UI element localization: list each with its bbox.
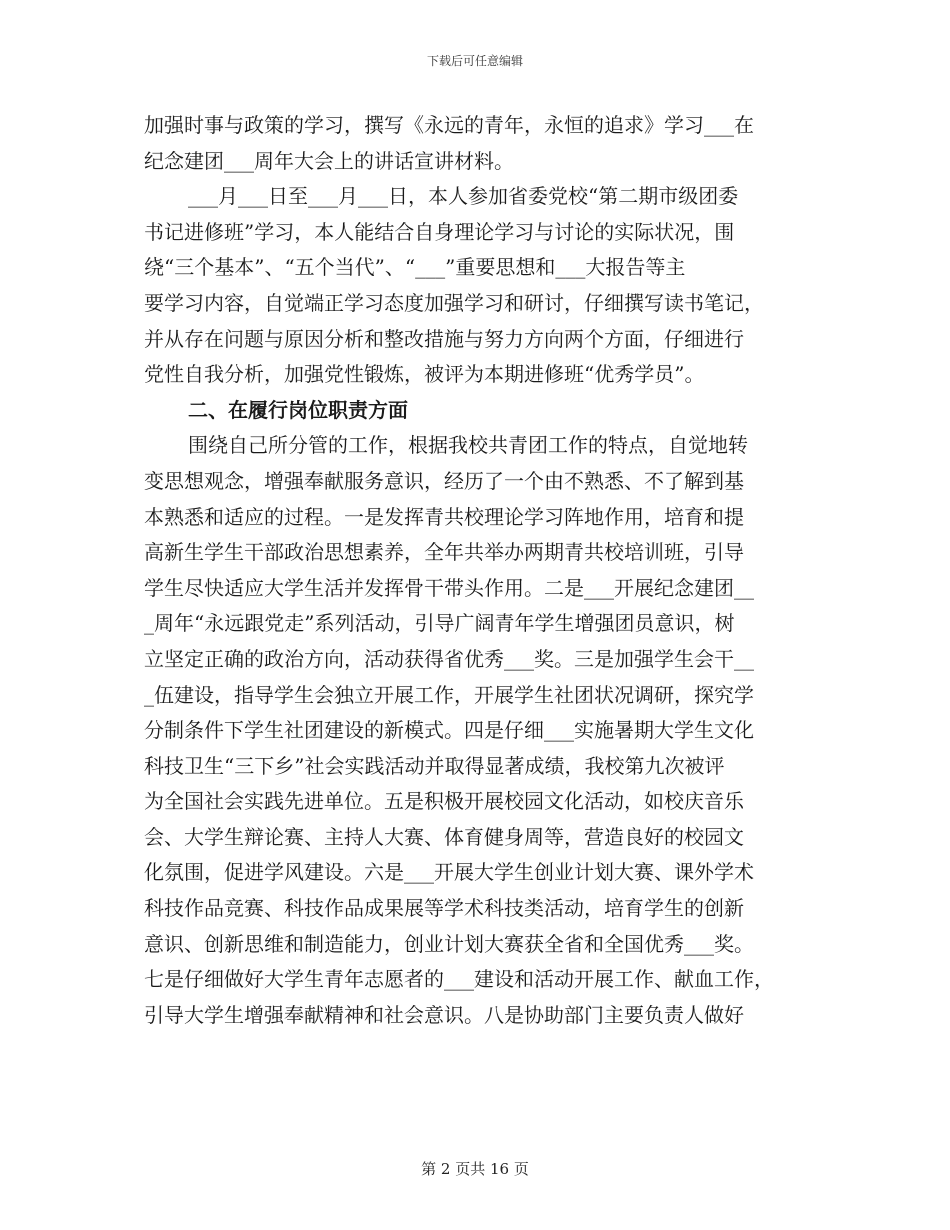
paragraph-line: 书记进修班”学习，本人能结合自身理论学习与讨论的实际状况，围: [144, 219, 735, 244]
paragraph-line: 引导大学生增强奉献精神和社会意识。八是协助部门主要负责人做好: [144, 1002, 744, 1027]
paragraph-line: 本熟悉和适应的过程。一是发挥青共校理论学习阵地作用，培育和提: [144, 504, 744, 529]
paragraph-line: _周年“永远跟党走”系列活动，引导广阔青年学生增强团员意识，树: [144, 611, 735, 636]
paragraph-line: 绕“三个基本”、“五个当代”、“___”重要思想和___大报告等主: [144, 255, 686, 280]
page-footer: 第 2 页共 16 页: [421, 1160, 529, 1178]
paragraph-line: 党性自我分析，加强党性锻炼，被评为本期进修班“优秀学员”。: [144, 362, 705, 387]
paragraph-line: 围绕自己所分管的工作，根据我校共青团工作的特点，自觉地转: [188, 433, 748, 458]
page-header: 下载后可任意编辑: [426, 54, 523, 68]
paragraph-line: 科技卫生“三下乡”社会实践活动并取得显著成绩，我校第九次被评: [144, 753, 725, 778]
paragraph-line: 高新生学生干部政治思想素养，全年共举办两期青共校培训班，引导: [144, 540, 744, 565]
section-heading: 二、在履行岗位职责方面: [188, 397, 408, 422]
paragraph-line: 分制条件下学生社团建设的新模式。四是仔细___实施暑期大学生文化: [144, 718, 754, 743]
paragraph-line: _伍建设，指导学生会独立开展工作，开展学生社团状况调研，探究学: [144, 682, 754, 707]
paragraph-line: 立坚定正确的政治方向，活动获得省优秀___奖。三是加强学生会干__: [144, 646, 754, 671]
paragraph-line: 意识、创新思维和制造能力，创业计划大赛获全省和全国优秀___奖。: [144, 931, 754, 956]
paragraph-line: 化氛围，促进学风建设。六是___开展大学生创业计划大赛、课外学术: [144, 860, 754, 885]
paragraph-line: 并从存在问题与原因分析和整改措施与努力方向两个方面，仔细进行: [144, 326, 744, 351]
document-body: [144, 108, 816, 1033]
paragraph-line: 要学习内容，自觉端正学习态度加强学习和研讨，仔细撰写读书笔记，: [144, 290, 764, 315]
paragraph-line: 变思想观念，增强奉献服务意识，经历了一个由不熟悉、不了解到基: [144, 468, 744, 493]
paragraph-line: 加强时事与政策的学习，撰写《永远的青年，永恒的追求》学习___在: [144, 113, 754, 137]
paragraph-line: 学生尽快适应大学生活并发挥骨干带头作用。二是___开展纪念建团__: [144, 575, 754, 600]
paragraph-line: 纪念建团___周年大会上的讲话宣讲材料。: [144, 148, 514, 173]
paragraph-line: 科技作品竞赛、科技作品成果展等学术科技类活动，培育学生的创新: [144, 896, 744, 921]
paragraph-line: 为全国社会实践先进单位。五是积极开展校园文化活动，如校庆音乐: [144, 789, 744, 814]
paragraph-line: 七是仔细做好大学生青年志愿者的___建设和活动开展工作、献血工作，: [144, 967, 774, 992]
paragraph-line: 会、大学生辩论赛、主持人大赛、体育健身周等，营造良好的校园文: [144, 824, 744, 849]
paragraph-line: ___月___日至___月___日，本人参加省委党校“第二期市级团委: [188, 184, 739, 209]
